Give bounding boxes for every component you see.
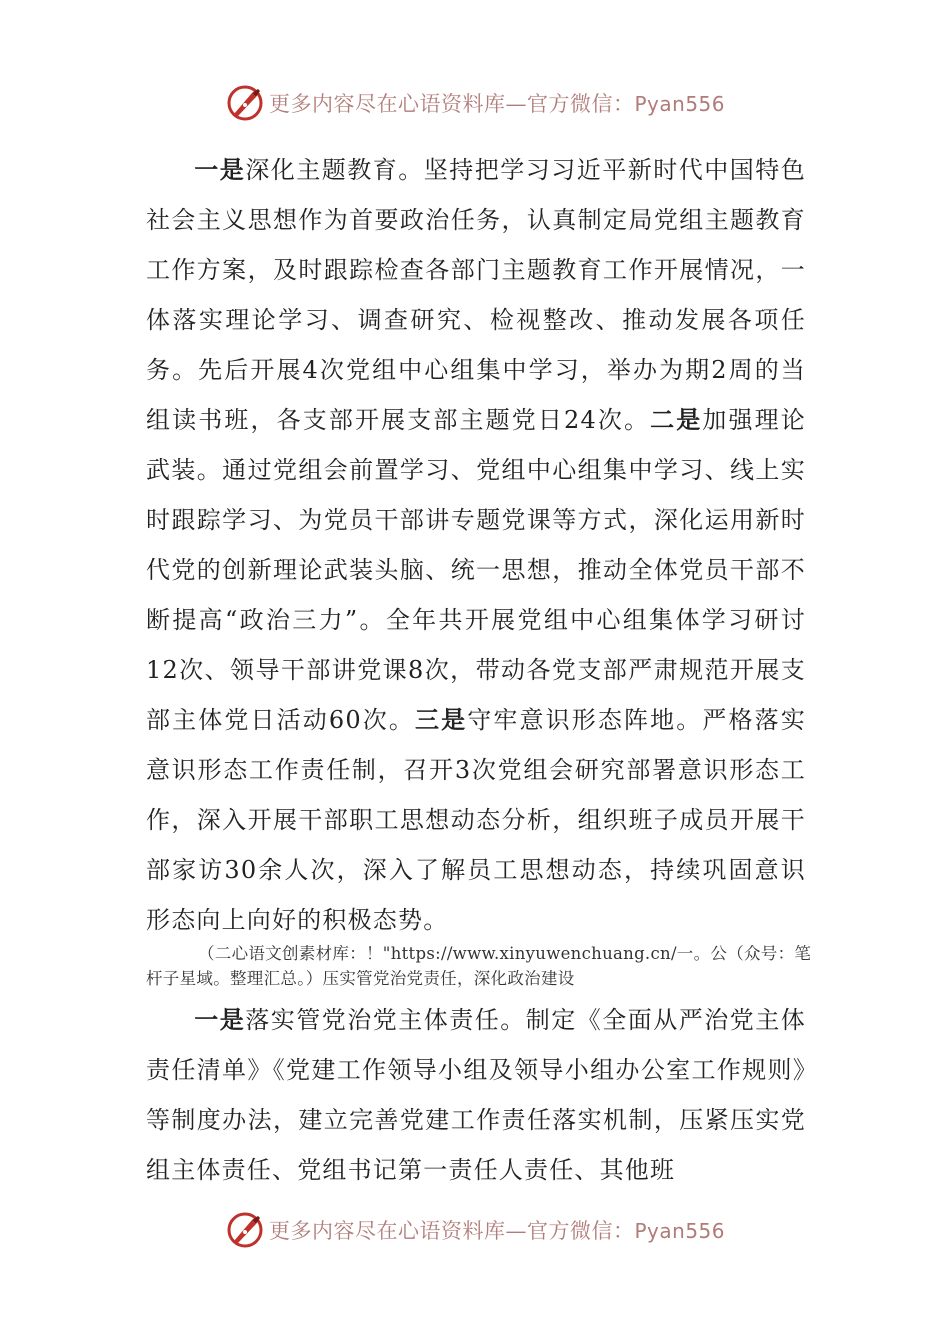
banner-text-cn: 更多内容尽在心语资料库—官方微信： (268, 1219, 635, 1243)
banner-wechat-id: Pyan556 (634, 1219, 725, 1243)
banner-text (269, 88, 725, 118)
header-banner (0, 78, 950, 128)
banner-text (269, 1215, 725, 1245)
lead-marker-1: 一是 (194, 155, 246, 184)
banner-text-cn: 更多内容尽在心语资料库—官方微信： (268, 92, 635, 116)
source-note (146, 941, 816, 991)
paragraph-2-text: 落实管党治党主体责任。制定《全面从严治党主体责任清单》《党建工作领导小组及领导小组办公室工作规则》等制度办法，建立完善党建工作责任落实机制，压紧压实党组主体责任、党组书记第一责任人责任、其他班 (146, 1006, 806, 1184)
banner-wechat-id: Pyan556 (634, 92, 725, 116)
paragraph-1 (146, 145, 806, 945)
lead-marker-3: 三是 (415, 705, 468, 734)
source-note-text: （二心语文创素材库：！"https://www.xinyuwenchuang.cn/一。公（众号：笔杆子星域。整理汇总。）压实管党治党责任，深化政治建设 (146, 944, 812, 988)
footer-banner (0, 1205, 950, 1255)
paragraph-1-text-b: 加强理论武装。通过党组会前置学习、党组中心组集中学习、线上实时跟踪学习、为党员干部讲专题党课等方式，深化运用新时代党的创新理论武装头脑、统一思想，推动全体党员干部不断提高“政治三力”。全年共开展党组中心组集体学习研讨12次、领导干部讲党课8次，带动各党支部严肃规范开展支部主体党日活动60次。 (146, 406, 806, 734)
paragraph-1-text-a: 深化主题教育。坚持把学习习近平新时代中国特色社会主义思想作为首要政治任务，认真制定局党组主题教育工作方案，及时跟踪检查各部门主题教育工作开展情况，一体落实理论学习、调查研究、检视整改、推动发展各项任务。先后开展4次党组中心组集中学习，举办为期2周的当组读书班，各支部开展支部主题党日24次。 (146, 156, 806, 434)
lead-marker-2: 二是 (650, 405, 703, 434)
pen-nib-circle-icon (225, 83, 265, 123)
lead-marker-4: 一是 (194, 1005, 246, 1034)
paragraph-2 (146, 995, 806, 1195)
paragraph-1-text-c: 守牢意识形态阵地。严格落实意识形态工作责任制，召开3次党组会研究部署意识形态工作，深入开展干部职工思想动态分析，组织班子成员开展干部家访30余人次，深入了解员工思想动态，持续巩固意识形态向上向好的积极态势。 (146, 706, 806, 934)
pen-nib-circle-icon (225, 1210, 265, 1250)
